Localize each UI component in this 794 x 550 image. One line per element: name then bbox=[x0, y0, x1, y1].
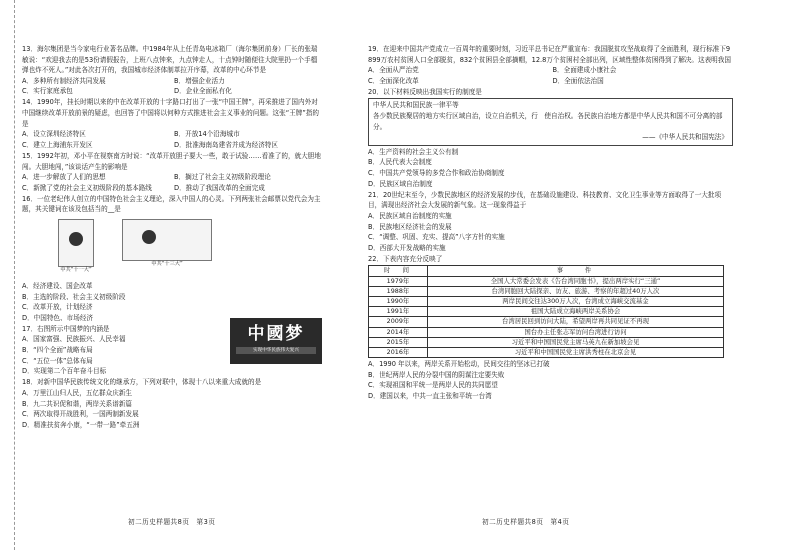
option-a[interactable]: A．国家富强、民族振兴、人民幸福 bbox=[22, 335, 126, 344]
option-c[interactable]: C．“五位一体”总体布局 bbox=[22, 356, 93, 365]
table-row bbox=[369, 327, 724, 337]
option-c[interactable]: C．全面深化改革 bbox=[368, 76, 419, 85]
option-c[interactable]: C．“调整、巩固、充实、提高”八字方针的实施 bbox=[368, 233, 505, 242]
table-row bbox=[369, 276, 724, 286]
table-row bbox=[369, 348, 724, 358]
table-cell-event: 台湾同胞回大陆探亲、访友、旅游、考察的年超过40万人次 bbox=[428, 286, 724, 296]
question-14-options bbox=[22, 129, 322, 150]
table-cell-event: 两岸民间交往达300万人次，台湾成立海峡交流基金 bbox=[428, 296, 724, 306]
option-b[interactable]: B．主选的阶段、社会主义初级阶段 bbox=[22, 292, 126, 301]
table-cell-event: 祖国大陆成立海峡两岸关系协会 bbox=[428, 307, 724, 317]
option-c[interactable]: C．改革开放，计划经济 bbox=[22, 303, 93, 312]
option-b[interactable]: B．全面建成小康社会 bbox=[552, 66, 617, 75]
china-dream-subtitle: 实现中华民族伟大复兴 bbox=[236, 347, 316, 354]
table-cell-year: 1990年 bbox=[369, 296, 428, 306]
option-d[interactable]: D．企业全面私有化 bbox=[174, 87, 232, 96]
option-a[interactable]: A．经济建设、国企改革 bbox=[22, 282, 93, 290]
option-a[interactable]: A．生产资料的社会主义公有制 bbox=[368, 147, 459, 156]
question-16 bbox=[22, 194, 322, 324]
question-14 bbox=[22, 97, 322, 150]
quote-line-2: 各少数民族聚居的地方实行区域自治，设立自治机关，行 使自治权。各民族自治地方都是中华人民共和国不可分离的部分。 bbox=[373, 112, 723, 131]
question-16-text: 16．一位老纪伟人创立的中国特色社会主义理论，深入中国人的心灵。下列两张社会邮票以党代会为主题，其关键词在该及包括当的__是 bbox=[22, 194, 321, 214]
question-19-text: 19．在迎来中国共产党成立一百周年的重要时刻，习近平总书记在严重宣布：我国脱贫攻坚战取得了全面胜利，现行标准下9899万农村贫困人口全部脱贫，832个贫困县全部摘帽，12.8万个贫困村全部出列，区域性整体贫困得到了解决。这表明我国 bbox=[368, 45, 731, 64]
party-emblem-icon bbox=[142, 230, 156, 244]
right-column bbox=[368, 44, 733, 402]
option-c[interactable]: C．实现祖国和平统一是两岸人民的共同愿望 bbox=[368, 381, 498, 390]
question-13-options bbox=[22, 76, 322, 97]
column-header-event: 事 件 bbox=[428, 266, 724, 276]
page-footer-right: 初二历史样题共8页 第4页 bbox=[482, 518, 570, 526]
option-b[interactable]: B．开放14个沿海城市 bbox=[174, 130, 240, 139]
question-19 bbox=[368, 44, 733, 86]
option-c[interactable]: C．中国共产党领导的多党合作和政治协商制度 bbox=[368, 169, 505, 178]
table-row bbox=[369, 317, 724, 327]
party-emblem-icon bbox=[69, 232, 83, 246]
china-dream-image bbox=[230, 318, 322, 364]
option-d[interactable]: D．西部大开发战略的实施 bbox=[368, 243, 446, 252]
question-13 bbox=[22, 44, 322, 97]
question-17-text: 17．右图所示中国梦的内涵是 bbox=[22, 324, 110, 333]
option-a[interactable]: A．全面从严治党 bbox=[368, 66, 419, 75]
stamp-images bbox=[22, 215, 322, 281]
question-15-options bbox=[22, 172, 322, 193]
option-d[interactable]: D．中国特色、市场经济 bbox=[22, 313, 94, 322]
column-header-time: 时 间 bbox=[369, 266, 428, 276]
question-13-text: 13．海尔集团是当今家电行业著名品牌。中1984年从上任青岛电冰箱厂（海尔集团前身）厂长的张瑞敏说：“欢迎我去的是53份请假报告，上班八点钟来，九点钟走人，十点钟时随便往大院里扔一个手榴弹也炸不死人。”对此各次打开的，我国城市经济体制革拉开序幕，改革的中心环节是 bbox=[22, 45, 318, 75]
table-cell-year: 1979年 bbox=[369, 276, 428, 286]
table-cell-year: 1991年 bbox=[369, 307, 428, 317]
option-a[interactable]: A．万里江山归人民，五亿群众庆新生 bbox=[22, 388, 133, 397]
table-cell-year: 2014年 bbox=[369, 327, 428, 337]
events-table bbox=[368, 265, 724, 358]
question-15-text: 15．1992年初，邓小平在视察南方时说：“改革开放胆子要大一些，敢于试验……看准了的，就大胆地闯。大胆地闯，”该谈话产生的影响是 bbox=[22, 151, 321, 171]
stamp-caption-1: 中共“十一大” bbox=[60, 267, 92, 274]
table-row bbox=[369, 296, 724, 306]
option-b[interactable]: B．世纪两岸人民的分裂中国的阴谋注定要失败 bbox=[368, 370, 505, 379]
question-20-text: 20．以下材料反映出我国实行的制度是 bbox=[368, 87, 482, 96]
question-19-options bbox=[368, 65, 733, 86]
table-cell-event: 台湾居民回到访问大陆，希望两岸再共同见证不再现 bbox=[428, 317, 724, 327]
table-header-row bbox=[369, 266, 724, 276]
question-21-text: 21．20世纪末至今，少数民族地区的经济发展的步伐，在基础设施建设、科技教育、文化卫生事业等方面取得了一大批项目，满现出经济社会大发展的新气象。这一现象得益于 bbox=[368, 190, 722, 210]
option-b[interactable]: B．增强企业活力 bbox=[174, 76, 225, 85]
question-15 bbox=[22, 151, 322, 193]
table-cell-event: 全国人大常委会发表《告台湾同胞书》，提出两岸实行“三通” bbox=[428, 276, 724, 286]
question-14-text: 14．1990年，挂长时期以来的中在改革开放的十字路口打出了一张“中国王牌”，再采推进了国内外对中国继续改革开放前景的疑虑，也回答了中国将以何种方式推进社会主义事业的问题。这张“王牌”指的是 bbox=[22, 98, 319, 128]
quote-source: ——《中华人民共和国宪法》 bbox=[642, 133, 728, 142]
table-cell-year: 2009年 bbox=[369, 317, 428, 327]
stamp-image-1 bbox=[58, 219, 94, 274]
question-20 bbox=[368, 87, 733, 189]
question-18-text: 18．对新中国华民族传统文化的继承方，下列对联中，体现十八以来重大成就的是 bbox=[22, 378, 262, 387]
option-a[interactable]: A．进一步解放了人们的思想 bbox=[22, 173, 106, 182]
option-b[interactable]: B．搁过了社会主义初级阶段理论 bbox=[174, 173, 271, 182]
question-18-options bbox=[22, 388, 322, 430]
table-cell-event: 习近平和中国国民党主席马英九在新加坡会见 bbox=[428, 337, 724, 347]
option-b[interactable]: B．民族地区经济社会的发展 bbox=[368, 222, 452, 231]
table-row bbox=[369, 307, 724, 317]
table-cell-year: 2016年 bbox=[369, 348, 428, 358]
option-d[interactable]: D．批准海南岛建省并成为经济特区 bbox=[174, 140, 278, 149]
quote-line-1: 中华人民共和国民族一律平等 bbox=[373, 101, 459, 110]
table-cell-event: 习近平和中国国民党主席洪秀柱在北京会见 bbox=[428, 348, 724, 358]
binding-margin bbox=[4, 0, 15, 550]
question-21-options bbox=[368, 211, 733, 253]
constitution-quote-box bbox=[368, 98, 733, 145]
option-c[interactable]: C．两次取得开战胜利，一国两制新发展 bbox=[22, 410, 139, 419]
option-c[interactable]: C．实行家庭承包 bbox=[22, 87, 73, 96]
option-d[interactable]: D．精准扶贫奔小康，“一带一路”牵五洲 bbox=[22, 420, 140, 429]
option-a[interactable]: A．设立深圳经济特区 bbox=[22, 130, 86, 139]
table-row bbox=[369, 337, 724, 347]
option-b[interactable]: B．“四个全面”战略布局 bbox=[22, 346, 93, 355]
option-d[interactable]: D．实现第二个百年奋斗目标 bbox=[22, 367, 107, 376]
table-row bbox=[369, 286, 724, 296]
option-d[interactable]: D．民族区域自治制度 bbox=[368, 179, 433, 188]
option-d[interactable]: D．推动了我国改革的全面完成 bbox=[174, 183, 265, 192]
question-22-options bbox=[368, 359, 733, 401]
question-22-text: 22．下表内容充分反映了 bbox=[368, 254, 443, 263]
option-c[interactable]: C．新掀了党的社会主义初级阶段的基本路线 bbox=[22, 183, 152, 192]
table-cell-year: 2015年 bbox=[369, 337, 428, 347]
question-20-options bbox=[368, 147, 733, 189]
option-a[interactable]: A．1990 年以来，两岸关系开始松动，民间交往的坚冰已打破 bbox=[368, 360, 550, 369]
stamp-image-2 bbox=[122, 219, 212, 268]
question-21 bbox=[368, 190, 733, 254]
stamp-caption-2: 中共“十三大” bbox=[151, 261, 183, 268]
option-b[interactable]: B．九二共识促和谐，两岸关系谱新篇 bbox=[22, 399, 133, 408]
option-a[interactable]: A．民族区域自治制度的实施 bbox=[368, 211, 452, 220]
question-18 bbox=[22, 377, 322, 430]
question-22 bbox=[368, 254, 733, 402]
page-footer-left: 初二历史样题共8页 第3页 bbox=[128, 518, 216, 526]
table-cell-year: 1988年 bbox=[369, 286, 428, 296]
left-column bbox=[22, 44, 322, 431]
table-cell-event: 国台办主任张志军访问台湾进行访问 bbox=[428, 327, 724, 337]
china-dream-title: 中國梦 bbox=[247, 324, 305, 344]
option-d[interactable]: D．建国以来，中共一直主张和平统一台湾 bbox=[368, 391, 492, 400]
option-a[interactable]: A．多种所有制经济共同发展 bbox=[22, 76, 106, 85]
option-d[interactable]: D．全面依法治国 bbox=[552, 76, 604, 85]
option-c[interactable]: C．建立上海浦东开发区 bbox=[22, 140, 93, 149]
option-b[interactable]: B．人民代表大会制度 bbox=[368, 158, 432, 167]
